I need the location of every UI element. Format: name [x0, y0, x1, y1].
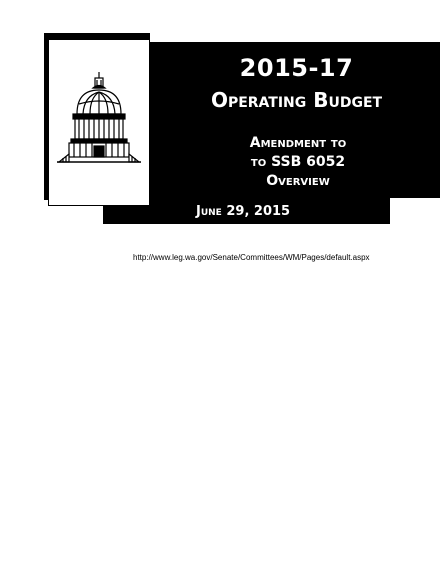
committee-url-link[interactable]: http://www.leg.wa.gov/Senate/Committees/WM/Pages/default.aspx	[133, 253, 370, 262]
subtitle-block	[203, 134, 393, 191]
capitol-image-frame	[48, 39, 150, 206]
subtitle-line-1: Amendment to	[249, 135, 347, 151]
title-budget: Operating Budget	[210, 88, 383, 112]
capitol-dome-icon	[57, 70, 141, 174]
date-text: June 29, 2015	[196, 204, 291, 219]
subtitle-line-2: to SSB 6052	[250, 154, 346, 170]
subtitle-line-3: Overview	[266, 173, 330, 189]
title-year: 2015-17	[239, 54, 354, 82]
